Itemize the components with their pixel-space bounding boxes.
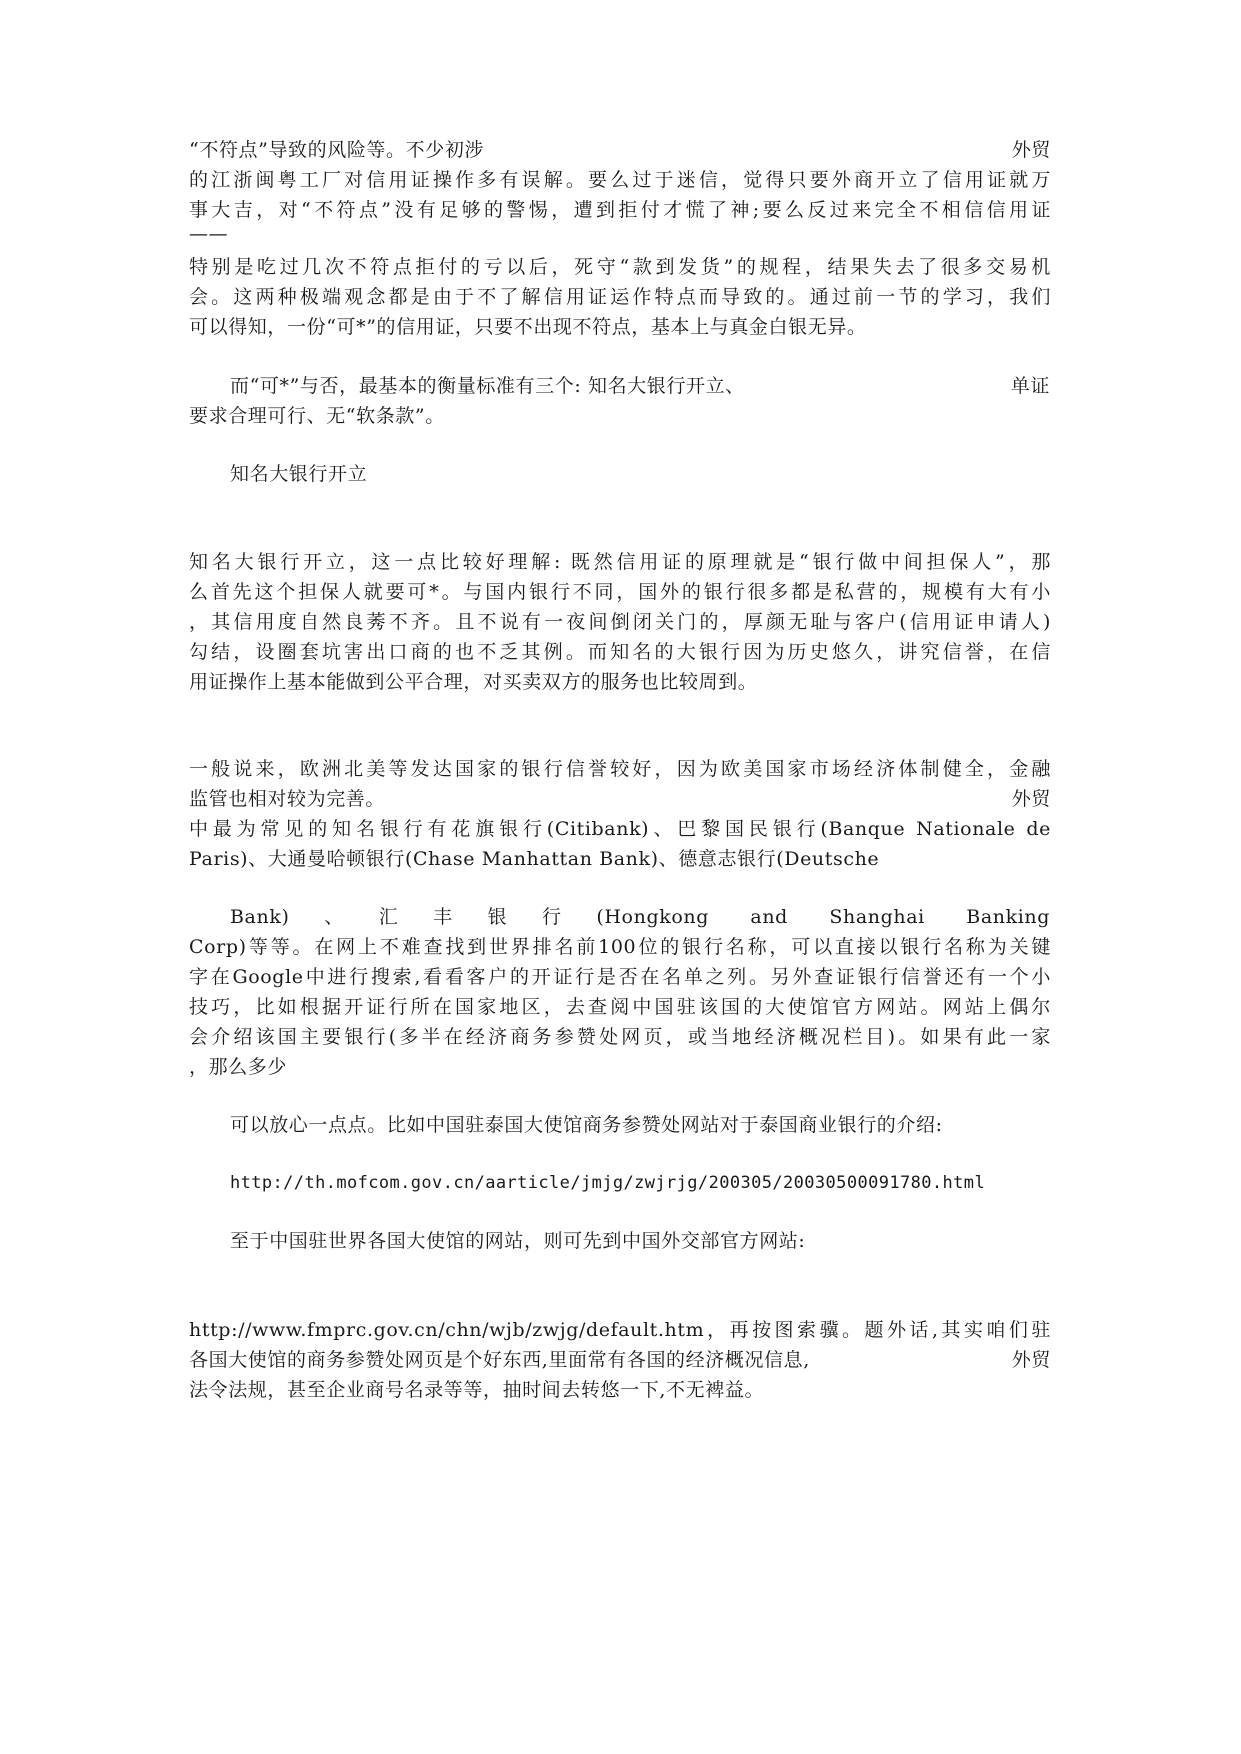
text-line: 中最为常见的知名银行有花旗银行(Citibank)、巴黎国民银行(Banque Nationale de	[189, 818, 1051, 840]
text-segment: 单证	[1010, 375, 1050, 397]
text-segment: 而“可*”与否，最基本的衡量标准有三个: 知名大银行开立、	[230, 375, 745, 397]
text-line	[189, 1348, 1051, 1372]
text-line: 知名大银行开立，这一点比较好理解: 既然信用证的原理就是“银行做中间担保人”，那	[189, 551, 1051, 573]
text-line	[189, 138, 1051, 162]
text-line: 会介绍该国主要银行(多半在经济商务参赞处网页，或当地经济概况栏目)。如果有此一家	[189, 1026, 1051, 1048]
text-line	[189, 787, 1051, 811]
text-line: Paris)、大通曼哈顿银行(Chase Manhattan Bank)、德意志银行(Deutsche	[189, 848, 880, 870]
text-segment: 监管也相对较为完善。	[189, 788, 386, 810]
text-line: 一般说来，欧洲北美等发达国家的银行信誉较好，因为欧美国家市场经济体制健全，金融	[189, 758, 1051, 780]
text-line: 用证操作上基本能做到公平合理，对买卖双方的服务也比较周到。	[189, 671, 758, 693]
text-line: 可以放心一点点。比如中国驻泰国大使馆商务参赞处网站对于泰国商业银行的介绍:	[230, 1114, 943, 1136]
text-segment: 外贸	[1011, 1349, 1051, 1371]
text-line: 至于中国驻世界各国大使馆的网站，则可先到中国外交部官方网站:	[230, 1230, 806, 1252]
text-line: http://www.fmprc.gov.cn/chn/wjb/zwjg/default.htm，再按图索骥。题外话,其实咱们驻	[189, 1319, 1051, 1341]
text-line: 法令法规，甚至企业商号名录等等，抽时间去转悠一下,不无裨益。	[189, 1379, 765, 1401]
text-line: 可以得知，一份“可*”的信用证，只要不出现不符点，基本上与真金白银无异。	[189, 316, 867, 338]
text-line: 会。这两种极端观念都是由于不了解信用证运作特点而导致的。通过前一节的学习，我们	[189, 286, 1051, 308]
text-line: 要求合理可行、无“软条款”。	[189, 405, 445, 427]
text-line: ，其信用度自然良莠不齐。且不说有一夜间倒闭关门的，厚颜无耻与客户(信用证申请人)	[189, 611, 1051, 633]
text-line: 事大吉，对“不符点”没有足够的警惕，遭到拒付才慌了神;要么反过来完全不相信信用证	[189, 199, 1051, 221]
text-line: 特别是吃过几次不符点拒付的亏以后，死守“款到发货”的规程，结果失去了很多交易机	[189, 256, 1051, 278]
text-line: 的江浙闽粤工厂对信用证操作多有误解。要么过于迷信，觉得只要外商开立了信用证就万	[189, 169, 1051, 191]
text-segment: 各国大使馆的商务参赞处网页是个好东西,里面常有各国的经济概况信息,	[189, 1349, 810, 1371]
text-segment: 外贸	[1011, 788, 1051, 810]
text-line: 字在Google中进行搜索,看看客户的开证行是否在名单之列。另外查证银行信誉还有一个小	[189, 966, 1051, 988]
text-line: Bank)、汇丰银行(Hongkong and Shanghai Banking	[230, 906, 1050, 928]
text-segment: 外贸	[1011, 139, 1051, 161]
text-line: Corp)等等。在网上不难查找到世界排名前100位的银行名称，可以直接以银行名称为关键	[189, 936, 1051, 958]
section-heading: 知名大银行开立	[230, 463, 368, 485]
text-line: ，那么多少	[189, 1056, 288, 1078]
text-line	[230, 374, 1050, 398]
text-line: ——	[189, 223, 229, 245]
url-link[interactable]: http://th.mofcom.gov.cn/aarticle/jmjg/zwjrjg/200305/20030500091780.html	[230, 1173, 986, 1193]
text-line: 么首先这个担保人就要可*。与国内银行不同，国外的银行很多都是私营的，规模有大有小	[189, 581, 1051, 603]
text-segment: “不符点”导致的风险等。不少初涉	[189, 139, 485, 161]
text-line: 勾结，设圈套坑害出口商的也不乏其例。而知名的大银行因为历史悠久，讲究信誉，在信	[189, 641, 1051, 663]
text-line: 技巧，比如根据开证行所在国家地区，去查阅中国驻该国的大使馆官方网站。网站上偶尔	[189, 996, 1051, 1018]
